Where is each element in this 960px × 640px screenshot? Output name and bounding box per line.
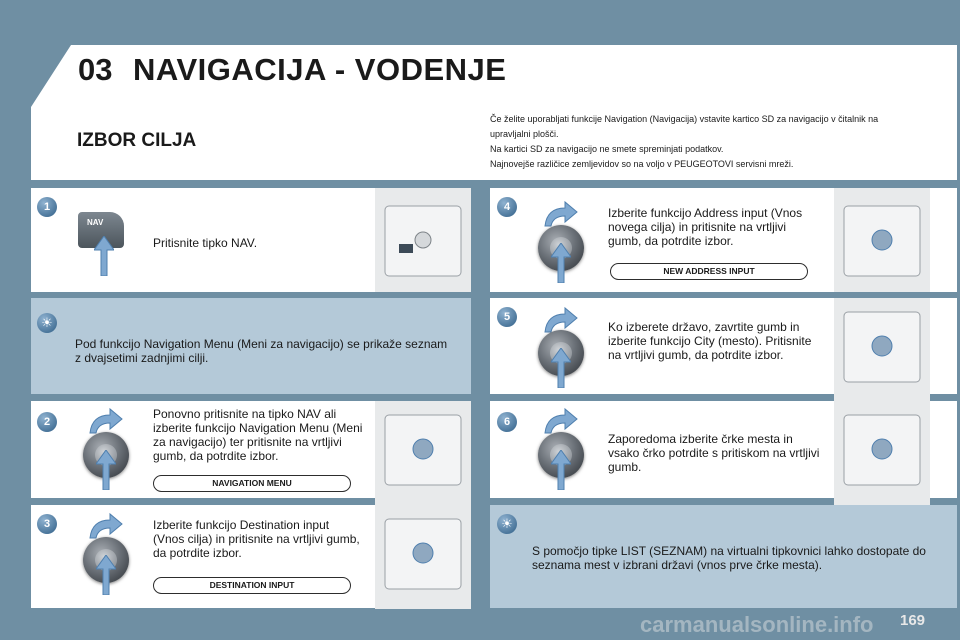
- step-badge: 6: [497, 412, 517, 432]
- menu-tag: NEW ADDRESS INPUT: [610, 263, 808, 280]
- menu-tag: DESTINATION INPUT: [153, 577, 351, 594]
- step-3-text: Izberite funkcijo Destination input (Vnos cilja) in pritisnite na vrtljivi gumb, da potrdite izbor.: [153, 518, 360, 560]
- console-illustration: [834, 188, 930, 292]
- step-4-text: Izberite funkcijo Address input (Vnos novega cilja) in pritisnite na vrtljivi gumb, da potrdite izbor.: [608, 206, 803, 248]
- intro-line: Na kartici SD za navigacijo ne smete spreminjati podatkov.: [490, 144, 724, 154]
- tip-1-text: Pod funkcijo Navigation Menu (Meni za navigacijo) se prikaže seznam z dvajsetimi zadnjimi cilji.: [75, 337, 448, 365]
- console-illustration: [834, 401, 930, 505]
- watermark: carmanualsonline.info: [640, 612, 874, 637]
- step-badge: 5: [497, 307, 517, 327]
- step-2-text: Ponovno pritisnite na tipko NAV ali izberite funkcijo Navigation Menu (Meni za navigacijo) ter pritisnite na vrtljivi gumb, da potrdite izbor.: [153, 407, 363, 463]
- intro-line: Najnovejše različice zemljevidov so na voljo v PEUGEOTOVI servisni mreži.: [490, 159, 794, 169]
- arrow-up-icon: [551, 450, 571, 490]
- tip-sun-icon: ☀: [497, 514, 517, 534]
- arrow-up-icon: [96, 450, 116, 490]
- step-6-text: Zaporedoma izberite črke mesta in vsako črko potrdite s pritiskom na vrtljivi gumb.: [608, 432, 820, 474]
- intro-line: Če želite uporabljati funkcije Navigation (Navigacija) vstavite kartico SD za navigacijo v čitalnik na: [490, 114, 879, 124]
- arrow-up-icon: [551, 243, 571, 283]
- console-illustration: [375, 505, 471, 609]
- menu-tag: NAVIGATION MENU: [153, 475, 351, 492]
- step-5-text: Ko izberete državo, zavrtite gumb in izberite funkcijo City (mesto). Pritisnite na vrtljivi gumb, da potrdite izbor.: [608, 320, 812, 362]
- chapter-number: 03: [78, 52, 113, 87]
- console-illustration: [834, 298, 930, 402]
- page-number: 169: [900, 612, 926, 629]
- step-1-text: Pritisnite tipko NAV.: [153, 236, 258, 250]
- console-illustration: [375, 401, 471, 505]
- step-badge: 1: [37, 197, 57, 217]
- step-badge: 2: [37, 412, 57, 432]
- console-illustration: [375, 188, 471, 292]
- rotate-arrow-icon: [88, 512, 124, 540]
- arrow-up-icon: [94, 236, 114, 276]
- page-title: NAVIGACIJA - VODENJE: [133, 52, 507, 87]
- step-badge: 4: [497, 197, 517, 217]
- rotate-arrow-icon: [88, 407, 124, 435]
- rotate-arrow-icon: [543, 407, 579, 435]
- header-fold: [31, 45, 71, 107]
- arrow-up-icon: [96, 555, 116, 595]
- intro-line: upravljalni plošči.: [490, 129, 559, 139]
- section-subtitle: IZBOR CILJA: [77, 130, 197, 151]
- intro-text: [490, 112, 940, 172]
- tip-sun-icon: ☀: [37, 313, 57, 333]
- step-badge: 3: [37, 514, 57, 534]
- arrow-up-icon: [551, 348, 571, 388]
- rotate-arrow-icon: [543, 200, 579, 228]
- tip-2-text: S pomočjo tipke LIST (SEZNAM) na virtualni tipkovnici lahko dostopate do seznama mest v izbrani državi (vnos prve črke mesta).: [532, 544, 926, 572]
- nav-key: NAV: [78, 212, 124, 248]
